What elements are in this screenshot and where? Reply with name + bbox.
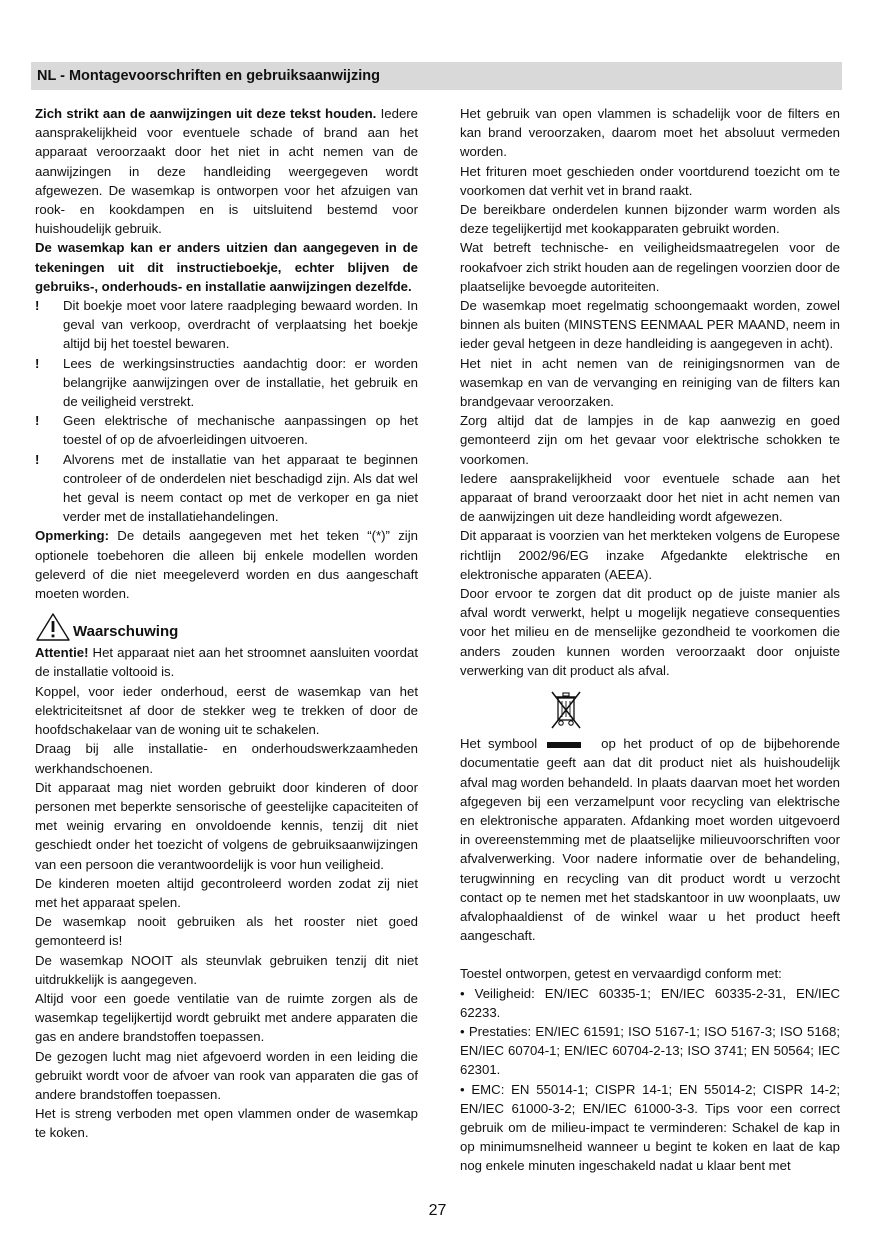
remark-text: De details aangegeven met het teken “(*)” zijn optionele toebehoren die alleen bij enkele modellen worden geleverd of die niet meegeleverd worden en dus aangeschaft moeten worden.	[35, 528, 418, 602]
body-paragraph: Wat betreft technische- en veiligheidsmaatregelen voor de rookafvoer zich strikt houden aan de regelingen voorzien door de plaatselijke bevoegde autoriteiten.	[460, 240, 840, 294]
bullet-text: Alvorens met de installatie van het apparaat te beginnen controleer of de onderdelen niet beschadigd zijn. Als dat wel het geval is neem contact op met de verkoper en ga niet verder met de installatiehandelingen.	[63, 451, 418, 525]
bullet-item	[35, 411, 418, 449]
section-header	[31, 62, 842, 90]
bullet-item	[35, 296, 418, 354]
body-paragraph: De wasemkap moet regelmatig schoongemaakt worden, zowel binnen als buiten (MINSTENS EENMAAL PER MAAND, neem in ieder geval hetgeen in deze handleiding is aangegeven in acht).	[460, 298, 840, 352]
symbol-prefix: Het symbool	[460, 736, 538, 752]
warning-triangle-icon	[35, 612, 71, 642]
intro-bold: Zich strikt aan de aanwijzingen uit deze tekst houden.	[35, 106, 377, 121]
symbol-paragraph	[460, 734, 840, 945]
page-number: 27	[428, 1202, 447, 1219]
body-paragraph: Het frituren moet geschieden onder voortdurend toezicht om te voorkomen dat verhit vet in brand raakt.	[460, 163, 840, 198]
conformity-item: • EMC: EN 55014-1; CISPR 14-1; EN 55014-2; CISPR 14-2; EN/IEC 61000-3-2; EN/IEC 61000-3-3. Tips voor een correct gebruik om de milieu-impact te verminderen: Schakel de kap in op minimumsnelheid wanneer u begint te koken en laat de kap nog enkele minuten ingeschakeld nadat u klaar bent met	[460, 1081, 840, 1174]
body-paragraph: Koppel, voor ieder onderhoud, eerst de wasemkap van het elektriciteitsnet af door de stekker weg te trekken of door de hoofdschakelaar van de woning uit te schakelen.	[35, 683, 418, 738]
body-paragraph: De wasemkap nooit gebruiken als het rooster niet goed gemonteerd is!	[35, 914, 418, 949]
exclamation-mark: !	[35, 298, 40, 314]
body-paragraph: Door ervoor te zorgen dat dit product op de juiste manier als afval wordt verwerkt, helpt u mogelijk negatieve consequenties voor het milieu en de menselijke gezondheid te voorkomen die anders zouden kunnen worden veroorzaakt door onjuiste verwerking van dit product als afval.	[460, 586, 840, 678]
bullet-text: Dit boekje moet voor latere raadpleging bewaard worden. In geval van verkoop, overdracht of verplaatsing het boekje altijd bij het toestel bewaren.	[63, 298, 418, 352]
intro-text: Iedere aansprakelijkheid voor eventuele schade of brand aan het apparaat veroorzaakt door het niet in acht nemen van de aanwijzingen in deze handleiding weergegeven wordt afgewezen. De wasemkap is ontworpen voor het afzuigen van rook- en kookdampen en is uitsluitend bestemd voor huishoudelijk gebruik.	[35, 106, 419, 237]
warning-heading	[35, 612, 418, 642]
crossed-bin-icon	[546, 688, 586, 732]
right-column	[460, 104, 840, 1176]
conformity-intro: Toestel ontworpen, getest en vervaardigd conform met:	[460, 966, 782, 982]
conformity-item: • Prestaties: EN/IEC 61591; ISO 5167-1; ISO 5167-3; ISO 5168; EN/IEC 60704-1; EN/IEC 60704-2-13; ISO 3741; EN 50564; IEC 62301.	[460, 1023, 840, 1078]
body-paragraph: Draag bij alle installatie- en onderhoudswerkzaamheden werkhandschoenen.	[35, 741, 418, 776]
body-paragraph: Altijd voor een goede ventilatie van de ruimte zorgen als de wasemkap tegelijkertijd wordt gebruikt met andere apparaten die gas en andere brandstoffen toepassen.	[35, 990, 418, 1045]
conformity-item: • Veiligheid: EN/IEC 60335-1; EN/IEC 60335-2-31, EN/IEC 62233.	[460, 985, 840, 1020]
body-paragraph: De gezogen lucht mag niet afgevoerd worden in een leiding die gebruikt wordt voor de afvoer van rook van apparaten die gas of andere brandstoffen toepassen.	[35, 1048, 418, 1102]
left-column	[35, 104, 418, 1143]
weee-symbol-area	[460, 688, 840, 734]
attention-paragraph	[35, 643, 418, 681]
warning-title: Waarschuwing	[73, 622, 179, 640]
body-paragraph: Het gebruik van open vlammen is schadelijk voor de filters en kan brand veroorzaken, daarom moet het absoluut vermeden worden.	[460, 106, 840, 160]
remark-label: Opmerking:	[35, 528, 110, 544]
body-paragraph: De kinderen moeten altijd gecontroleerd worden zodat zij niet met het apparaat spelen.	[35, 875, 418, 910]
bold-note: De wasemkap kan er anders uitzien dan aangegeven in de tekeningen uit dit instructieboekje, echter blijven de gebruiks-, onderhouds- en installatie aanwijzingen dezelfde.	[35, 240, 418, 294]
body-paragraph: De bereikbare onderdelen kunnen bijzonder warm worden als deze tegelijkertijd met kookapparaten gebruikt worden.	[460, 202, 840, 237]
body-paragraph: Dit apparaat mag niet worden gebruikt door kinderen of door personen met beperkte sensorische of geestelijke capaciteiten of met weinig ervaring en onvoldoende kennis, tenzij dit niet geschiedt onder het toezicht of volgens de gebruiksaanwijzingen van een persoon die verantwoordelijk is voor hun veiligheid.	[35, 779, 418, 872]
black-bar-mark	[547, 742, 581, 748]
exclamation-mark: !	[35, 355, 40, 371]
section-title: NL - Montagevoorschriften en gebruiksaanwijzing	[37, 68, 380, 84]
bullet-item	[35, 450, 418, 527]
bullet-text: Lees de werkingsinstructies aandachtig door: er worden belangrijke aanwijzingen over de installatie, het gebruik en de veiligheid verstrekt.	[63, 355, 418, 410]
bullet-item	[35, 354, 418, 412]
body-paragraph: De wasemkap NOOIT als steunvlak gebruiken tenzij dit niet uitdrukkelijk is aangegeven.	[35, 952, 418, 987]
remark-paragraph	[35, 526, 418, 603]
exclamation-mark: !	[35, 413, 40, 429]
exclamation-mark: !	[35, 451, 40, 467]
body-paragraph: Het niet in acht nemen van de reinigingsnormen van de wasemkap en van de vervanging en reiniging van de filters kan brandgevaar veroorzaken.	[460, 355, 840, 410]
spacer	[460, 945, 840, 964]
body-paragraph: Het is streng verboden met open vlammen onder de wasemkap te koken.	[35, 1106, 418, 1141]
attention-text: Het apparaat niet aan het stroomnet aansluiten voordat de installatie voltooid is.	[35, 645, 418, 680]
intro-paragraph	[35, 104, 418, 238]
bullet-text: Geen elektrische of mechanische aanpassingen op het toestel of op de afvoerleidingen uitvoeren.	[63, 413, 418, 448]
body-paragraph: Zorg altijd dat de lampjes in de kap aanwezig en goed gemonteerd zijn om het gevaar voor elektrische schokken te voorkomen.	[460, 413, 840, 467]
attention-label: Attentie!	[35, 645, 89, 661]
body-paragraph: Iedere aansprakelijkheid voor eventuele schade aan het apparaat of brand veroorzaakt door het niet in acht nemen van de aanwijzingen uit deze handleiding wordt afgewezen.	[460, 470, 840, 525]
body-paragraph: Dit apparaat is voorzien van het merkteken volgens de Europese richtlijn 2002/96/EG inzake Afgedankte elektrische en elektronische apparaten (AEEA).	[460, 528, 840, 582]
symbol-text: op het product of op de bijbehorende documentatie geeft aan dat dit product niet als huishoudelijk afval mag worden behandeld. In plaats daarvan moet het worden afgegeven bij een verzamelpunt voor recycling van elektrische en elektronische apparaten. Afdanking moet worden uitgevoerd in overeenstemming met de plaatselijke milieuvoorschriften voor afvalverwerking. Voor nadere informatie over de behandeling, terugwinning en recycling van dit product wordt u verzocht contact op te nemen met het stadskantoor in uw woonplaats, uw afvalophaaldienst of de winkel waar u het product heeft aangeschaft.	[460, 736, 840, 944]
